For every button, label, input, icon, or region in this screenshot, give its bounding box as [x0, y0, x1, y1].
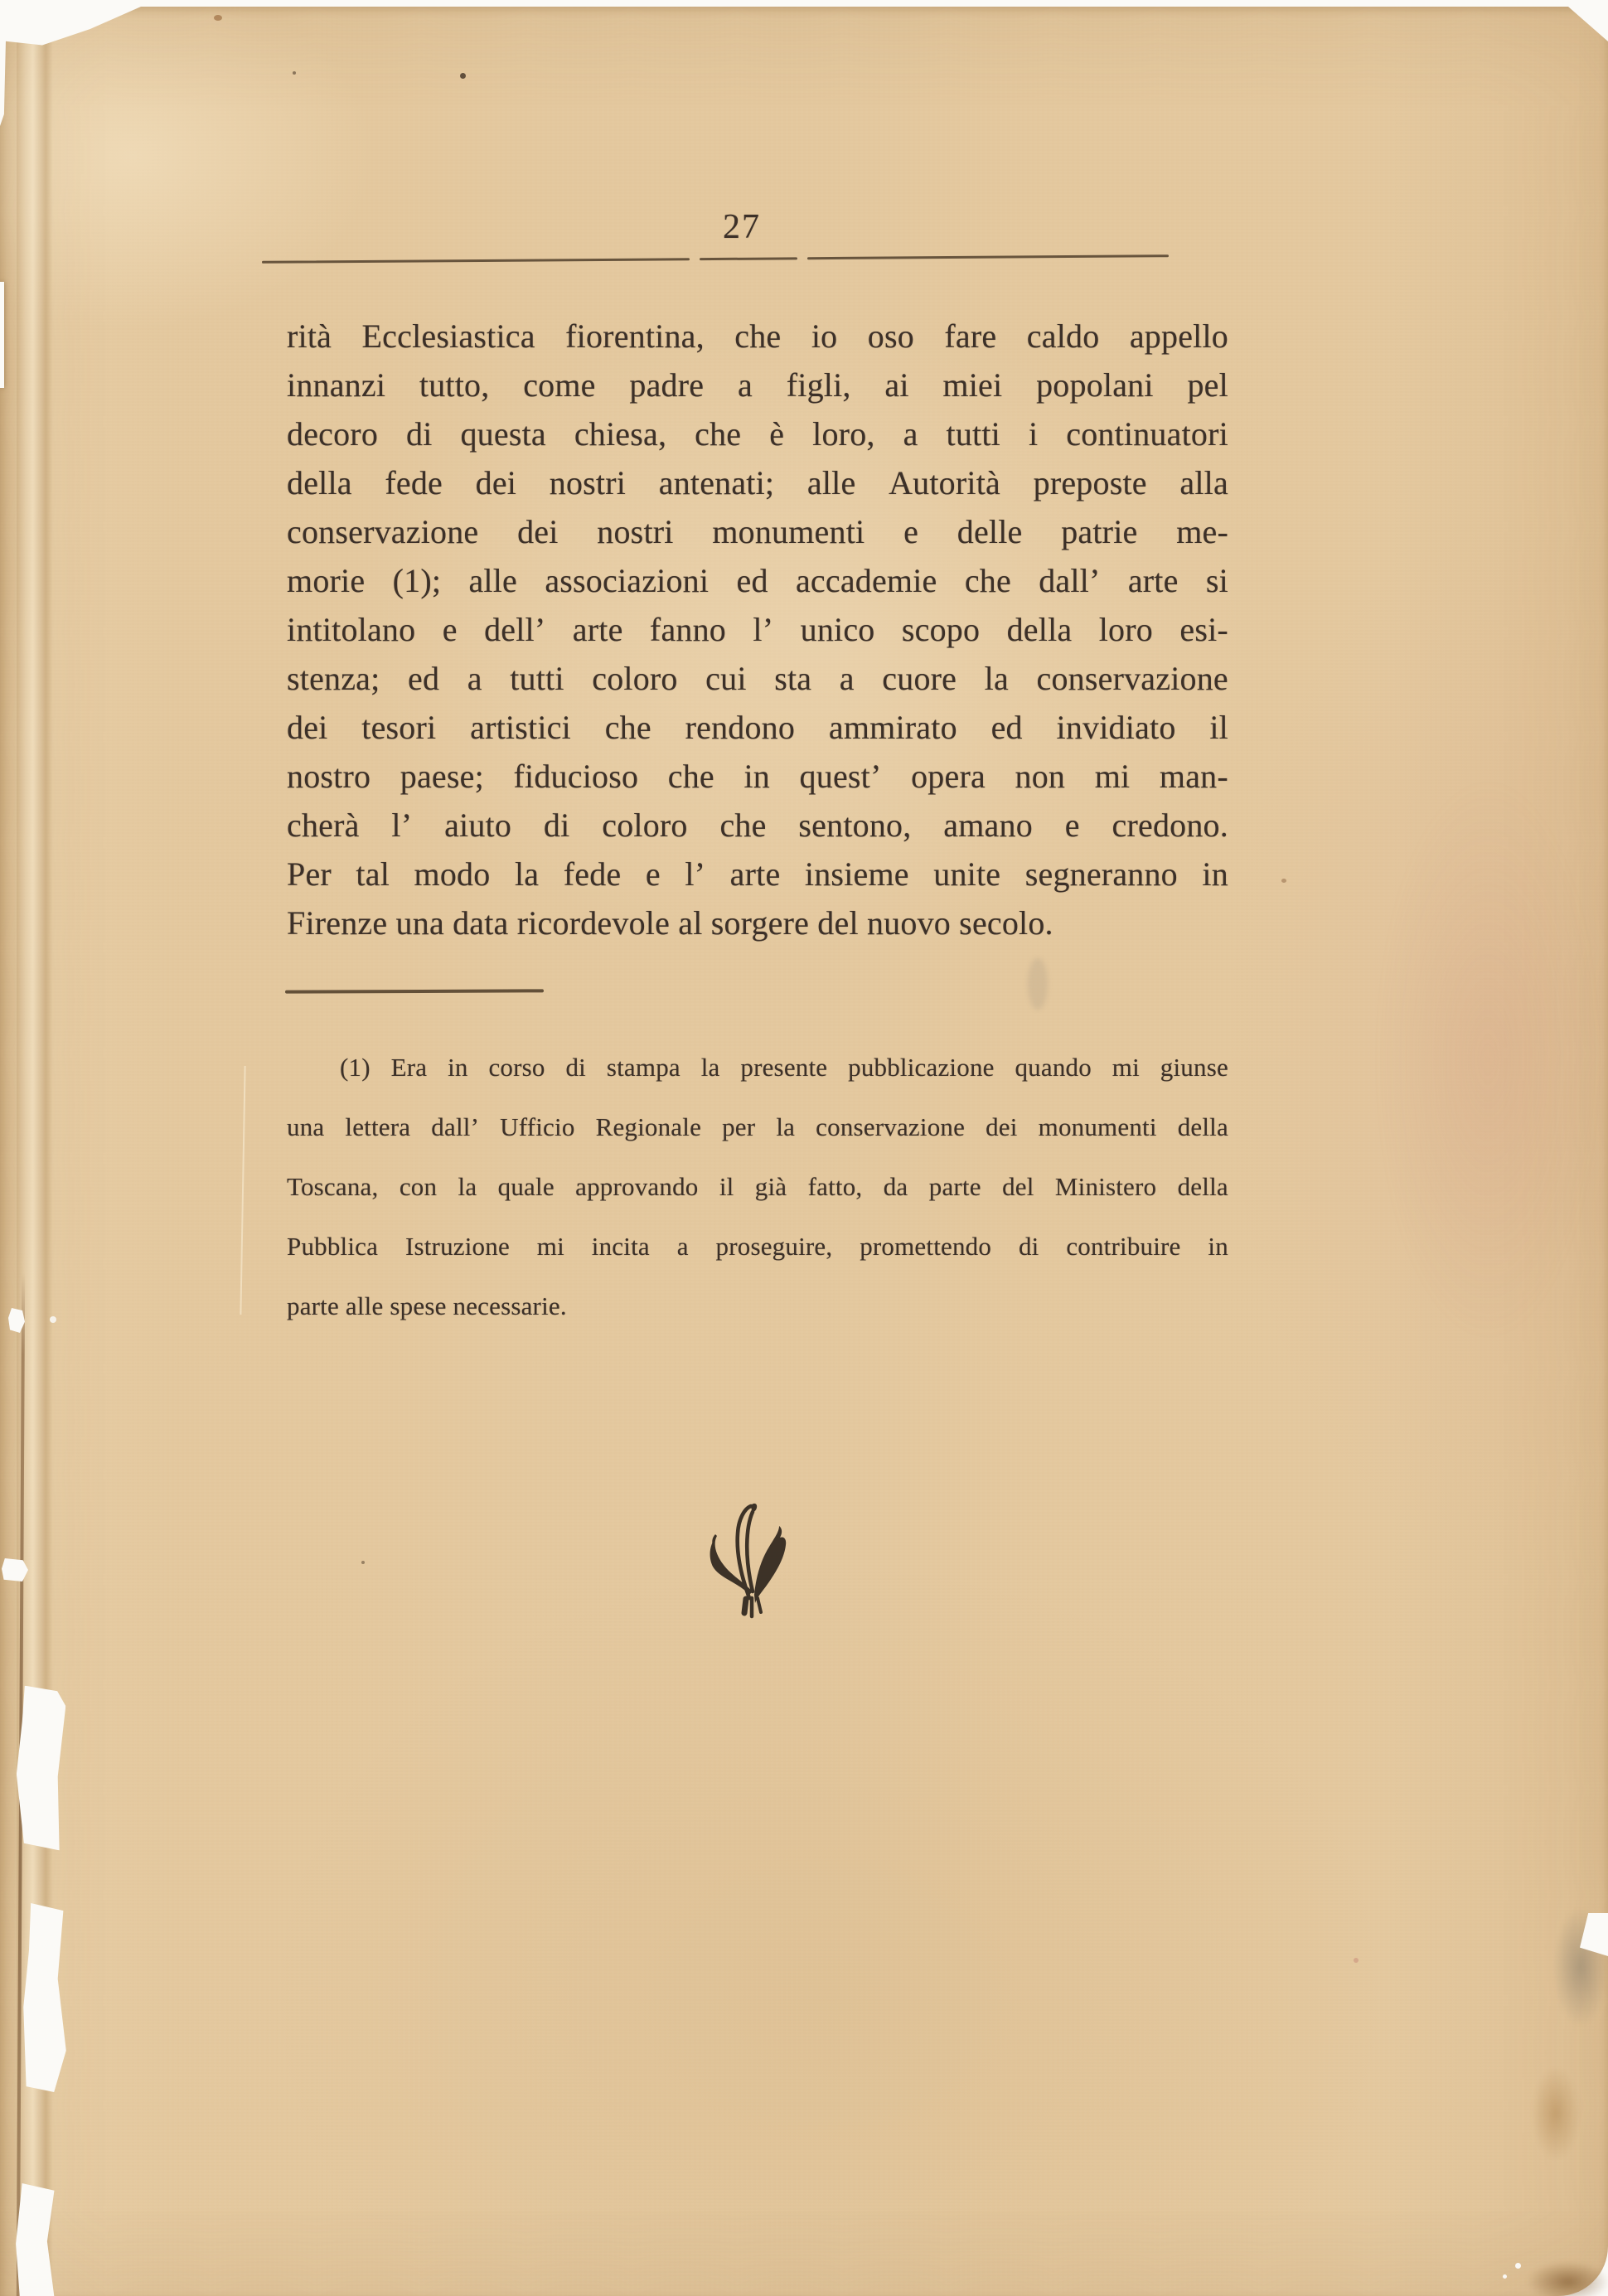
ink-speck	[460, 73, 466, 79]
text-line: conservazione dei nostri monumenti e delle patrie me-	[287, 513, 1228, 550]
text-line: Per tal modo la fede e l’ arte insieme unite segneranno in	[287, 855, 1228, 893]
footnote-divider-rule	[285, 989, 544, 993]
text-line: nostro paese; fiducioso che in quest’ opera non mi man-	[287, 758, 1228, 795]
faint-smudge	[1028, 958, 1048, 1010]
text-line: parte alle spese necessarie.	[287, 1291, 567, 1320]
brown-edge-stain	[1532, 2067, 1580, 2160]
text-line: innanzi tutto, come padre a figli, ai miei popolani pel	[287, 366, 1228, 404]
paper-sheet	[0, 7, 1608, 2296]
ink-speck	[293, 71, 296, 75]
paper-chip-speck	[1503, 2274, 1507, 2279]
paper-chip-speck	[50, 1316, 56, 1323]
text-line: della fede dei nostri antenati; alle Autorità preposte alla	[287, 464, 1228, 501]
header-rule	[262, 254, 1169, 264]
corner-stain	[1527, 2261, 1608, 2296]
header-rule-segment	[700, 257, 797, 259]
text-line: Pubblica Istruzione mi incita a proseguire, promettendo di contribuire in	[287, 1232, 1228, 1261]
torn-edge-sliver	[0, 28, 6, 126]
paper-scratch	[240, 1066, 245, 1315]
clipped-corner-top-right	[1568, 7, 1608, 41]
text-line: stenza; ed a tutti coloro cui sta a cuore la conservazione	[287, 660, 1228, 697]
text-line: (1) Era in corso di stampa la presente pubblicazione quando mi giunse	[340, 1053, 1228, 1082]
text-line: dei tesori artistici che rendono ammirato ed invidiato il	[287, 709, 1228, 746]
leaf-fleuron-ornament	[688, 1490, 812, 1631]
page-number: 27	[723, 208, 761, 246]
paper-speck	[214, 15, 222, 21]
text-line: cherà l’ aiuto di coloro che sentono, amano e credono.	[287, 807, 1228, 844]
text-line: rità Ecclesiastica fiorentina, che io oso fare caldo appello	[287, 317, 1228, 355]
torn-edge-sliver	[0, 282, 4, 388]
body-text	[287, 312, 1228, 947]
text-line: morie (1); alle associazioni ed accademie che dall’ arte si	[287, 562, 1228, 599]
pink-discoloration-stain	[1376, 777, 1600, 1341]
text-line: intitolano e dell’ arte fanno l’ unico scopo della loro esi-	[287, 611, 1228, 648]
text-line: decoro di questa chiesa, che è loro, a tutti i continuatori	[287, 415, 1228, 453]
paper-speck	[1354, 1958, 1359, 1963]
header-rule-segment	[807, 254, 1169, 259]
footnote-text	[287, 1038, 1228, 1336]
paper-speck	[361, 1561, 365, 1564]
text-line: Firenze una data ricordevole al sorgere del nuovo secolo.	[287, 904, 1053, 942]
text-line: Toscana, con la quale approvando il già fatto, da parte del Ministero della	[287, 1172, 1228, 1201]
text-line: una lettera dall’ Ufficio Regionale per la conservazione dei monumenti della	[287, 1112, 1228, 1141]
torn-edge-right	[1580, 1913, 1608, 1956]
paper-chip-speck	[1515, 2263, 1521, 2269]
paper-speck	[1281, 879, 1286, 883]
header-rule-segment	[262, 258, 690, 264]
